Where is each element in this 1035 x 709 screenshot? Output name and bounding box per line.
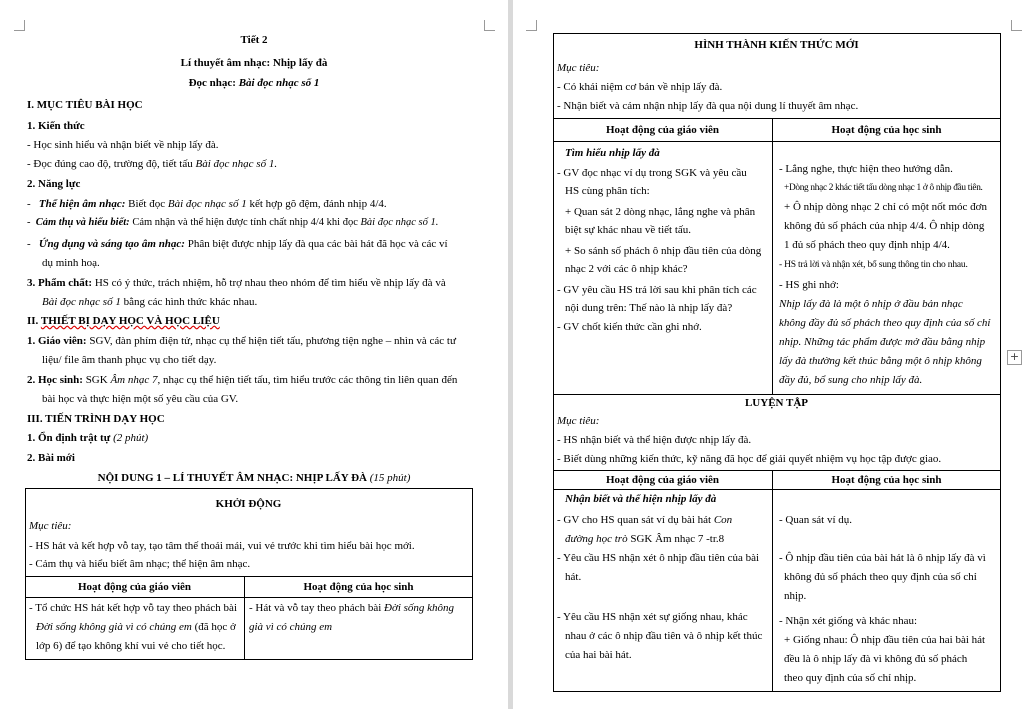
student-activity: - Hát và vỗ tay theo phách bài Đời sống không xyxy=(249,602,455,614)
table-divider xyxy=(553,489,1000,490)
table-divider xyxy=(25,576,472,577)
objective-item: - Biết dùng những kiến thức, kỹ năng đã học để giải quyết nhiệm vụ học tập được giao. xyxy=(557,453,942,465)
section-title: LUYỆN TẬP xyxy=(744,397,809,409)
list-item: 1. Giáo viên: SGV, đàn phím điện tử, nhạc cụ thể hiện tiết tấu, phương tiện nghe – nhìn và các tư xyxy=(27,335,456,347)
objective-item: - HS hát và kết hợp vỗ tay, tạo tâm thế thoải mái, vui vẻ trước khi tìm hiểu bài học mới. xyxy=(29,540,415,552)
objective-label: Mục tiêu: xyxy=(29,520,72,532)
table-divider xyxy=(553,118,1000,119)
objective-item: - HS nhận biết và thể hiện được nhịp lấy đà. xyxy=(557,434,752,446)
teacher-activity: đường học trò SGK Âm nhạc 7 -tr.8 xyxy=(565,533,725,545)
section-heading: III. TIẾN TRÌNH DẠY HỌC xyxy=(27,413,165,425)
section-title: HÌNH THÀNH KIẾN THỨC MỚI xyxy=(694,39,859,51)
key-note: không đầy đủ số phách theo quy định của số chỉ xyxy=(779,317,991,329)
teacher-activity: - GV cho HS quan sát ví dụ bài hát Con xyxy=(557,514,733,526)
table-divider xyxy=(553,141,1000,142)
student-activity: + Ô nhịp dòng nhạc 2 chỉ có một nốt móc đơn xyxy=(784,201,987,213)
list-item: 2. Học sinh: SGK Âm nhạc 7, nhạc cụ thể hiện tiết tấu, tìm hiểu trước các thông tin liên quan đến xyxy=(27,374,458,386)
col-header-teacher: Hoạt động của giáo viên xyxy=(605,474,720,486)
teacher-activity: - Yêu cầu HS nhận xét sự giống nhau, khác xyxy=(557,611,748,623)
teacher-activity: - Yêu cầu HS nhận xét ô nhịp đầu tiên của bài xyxy=(557,552,760,564)
teacher-activity: + So sánh số phách ô nhịp đầu tiên của dòng xyxy=(565,245,762,257)
student-activity: theo quy định của số chỉ nhịp. xyxy=(784,672,917,684)
table-divider xyxy=(772,470,773,691)
table-divider xyxy=(553,394,1000,395)
crop-mark xyxy=(484,20,495,31)
student-activity: không đủ số phách theo quy định của số chỉ xyxy=(784,571,977,583)
activity-heading: Nhận biết và thể hiện nhịp lấy đà xyxy=(565,493,717,505)
teacher-activity: của hai bài hát. xyxy=(565,649,632,661)
objective-item: - Cảm thụ và hiểu biết âm nhạc; thể hiện âm nhạc. xyxy=(29,558,251,570)
crop-mark xyxy=(526,20,537,31)
lesson-reading: Đọc nhạc: Bài đọc nhạc số 1 xyxy=(188,77,320,89)
warmup-table xyxy=(25,488,473,660)
student-activity: già vì có chúng em xyxy=(249,621,333,633)
section-heading: I. MỤC TIÊU BÀI HỌC xyxy=(27,99,143,111)
col-header-student: Hoạt động của học sinh xyxy=(303,581,414,593)
list-item: - Học sinh hiểu và nhận biết về nhịp lấy đà. xyxy=(27,139,219,151)
document-page-right xyxy=(513,0,1035,709)
col-header-student: Hoạt động của học sinh xyxy=(831,124,942,136)
list-item-cont: bài học và thực hiện một số yêu cầu của GV. xyxy=(42,393,239,405)
student-activity: không đủ số phách của nhịp 4/4. Ô nhịp dòng xyxy=(784,220,985,232)
objective-item: - Có khái niệm cơ bản về nhịp lấy đà. xyxy=(557,81,723,93)
teacher-activity: + Quan sát 2 dòng nhạc, lắng nghe và phân xyxy=(565,206,756,218)
teacher-activity: - GV đọc nhạc ví dụ trong SGK và yêu cầu xyxy=(557,167,747,179)
teacher-activity: - GV yêu cầu HS trả lời sau khi phân tích các xyxy=(557,284,757,296)
document-page-left xyxy=(0,0,508,709)
student-activity: - Ô nhịp đầu tiên của bài hát là ô nhịp lấy đà vì xyxy=(779,552,986,564)
add-row-icon[interactable]: + xyxy=(1007,350,1022,365)
col-header-student: Hoạt động của học sinh xyxy=(831,474,942,486)
student-activity: - Lắng nghe, thực hiện theo hướng dẫn. xyxy=(779,163,953,175)
teacher-activity: nội dung trên: Thế nào là nhịp lấy đà? xyxy=(565,302,733,314)
student-activity: 1 đủ số phách theo quy định nhịp 4/4. xyxy=(784,239,950,251)
subsection-heading: 2. Bài mới xyxy=(27,452,75,464)
crop-mark xyxy=(14,20,25,31)
subsection-heading: 1. Kiến thức xyxy=(27,120,85,132)
objective-label: Mục tiêu: xyxy=(557,62,600,74)
teacher-activity: HS cùng phân tích: xyxy=(565,185,650,197)
list-item: 3. Phẩm chất: HS có ý thức, trách nhiệm, hỗ trợ nhau theo nhóm để tìm hiểu về nhịp lấy đà và xyxy=(27,277,446,289)
warmup-title: KHỞI ĐỘNG xyxy=(215,498,282,510)
lesson-subtitle: Lí thuyết âm nhạc: Nhịp lấy đà xyxy=(180,57,328,69)
teacher-activity: lớp 6) để tạo không khí vui vẻ cho tiết học. xyxy=(36,640,226,652)
list-item-cont: dụ minh hoạ. xyxy=(42,257,100,269)
subsection-heading: 1. Ổn định trật tự (2 phút) xyxy=(27,432,149,444)
teacher-activity: Đời sống không già vì có chúng em (đã học ở xyxy=(36,621,236,633)
lesson-title: Tiết 2 xyxy=(240,34,268,46)
teacher-activity: hát. xyxy=(565,571,582,583)
student-activity: + Giống nhau: Ô nhịp đầu tiên của hai bài hát xyxy=(784,634,986,646)
table-divider xyxy=(772,118,773,394)
col-header-teacher: Hoạt động của giáo viên xyxy=(77,581,192,593)
key-note: lấy đà thường kết thúc bằng một ô nhịp không xyxy=(779,355,982,367)
student-activity: - Nhận xét giống và khác nhau: xyxy=(779,615,918,627)
key-note: đầy đủ, bổ sung cho nhịp lấy đà. xyxy=(779,374,923,386)
teacher-activity: - GV chốt kiến thức cần ghi nhớ. xyxy=(557,321,702,333)
student-activity: nhịp. xyxy=(784,590,807,602)
teacher-activity: nhạc 2 với các ô nhịp khác? xyxy=(565,263,688,275)
activity-heading: Tìm hiểu nhịp lấy đà xyxy=(565,147,660,159)
table-divider xyxy=(25,597,472,598)
crop-mark xyxy=(1011,20,1022,31)
list-item-cont: liệu/ file âm thanh phục vụ cho tiết dạy. xyxy=(42,354,217,366)
content-heading: NỘI DUNG 1 – LÍ THUYẾT ÂM NHẠC: NHỊP LẤY ĐÀ (15 phút) xyxy=(97,472,411,484)
list-item: - Cảm thụ và hiểu biết: Cảm nhận và thể hiện được tính chất nhịp 4/4 khi đọc Bài đọc nhạc số 1. xyxy=(27,217,439,228)
key-note: Nhịp lấy đà là một ô nhịp ở đầu bản nhạc xyxy=(779,298,963,310)
student-activity: đều là ô nhịp lấy đà vì không đủ số phách xyxy=(784,653,968,665)
section-heading: II. THIẾT BỊ DẠY HỌC VÀ HỌC LIỆU xyxy=(27,315,220,327)
list-item: - Ứng dụng và sáng tạo âm nhạc: Phân biệt được nhịp lấy đà qua các bài hát đã học và các ví xyxy=(27,238,448,250)
table-divider xyxy=(553,470,1000,471)
student-activity: - Quan sát ví dụ. xyxy=(779,514,853,526)
list-item: - Thể hiện âm nhạc: Biết đọc Bài đọc nhạc số 1 kết hợp gõ đệm, đánh nhịp 4/4. xyxy=(27,198,387,210)
objective-label: Mục tiêu: xyxy=(557,415,600,427)
subsection-heading: 2. Năng lực xyxy=(27,178,81,190)
col-header-teacher: Hoạt động của giáo viên xyxy=(605,124,720,136)
student-activity: - HS ghi nhớ: xyxy=(779,279,839,291)
teacher-activity: biệt sự khác nhau về tiết tấu. xyxy=(565,224,692,236)
key-note: nhịp. Những tác phẩm được mở đầu bằng nhịp xyxy=(779,336,986,348)
list-item-cont: Bài đọc nhạc số 1 bằng các hình thức khác nhau. xyxy=(42,296,258,308)
objective-item: - Nhận biết và cảm nhận nhịp lấy đà qua nội dung lí thuyết âm nhạc. xyxy=(557,100,859,112)
teacher-activity: nhau ở các ô nhịp đầu tiên và ô nhịp kết thúc xyxy=(565,630,763,642)
student-activity: +Dòng nhạc 2 khác tiết tấu dòng nhạc 1 ở ô nhịp đầu tiên. xyxy=(784,183,983,193)
list-item: - Đọc đúng cao độ, trường độ, tiết tấu Bài đọc nhạc số 1. xyxy=(27,158,278,170)
student-activity: - HS trả lời và nhận xét, bổ sung thông tin cho nhau. xyxy=(779,260,968,270)
teacher-activity: - Tổ chức HS hát kết hợp vỗ tay theo phách bài xyxy=(29,602,237,614)
